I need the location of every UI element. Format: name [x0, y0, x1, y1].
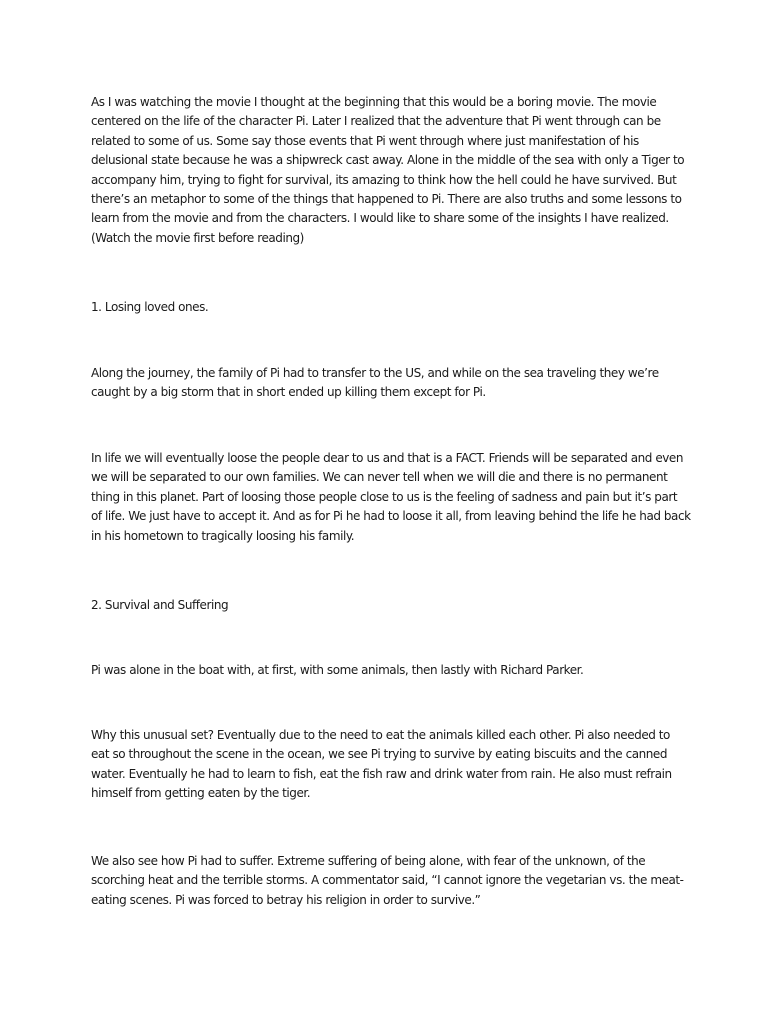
section-heading-losing-loved-ones: 1. Losing loved ones. [91, 300, 209, 314]
section-heading-survival-suffering: 2. Survival and Suffering [91, 598, 229, 612]
section2-paragraph-boat: Pi was alone in the boat with, at first, with some animals, then lastly with Richard Parker. [91, 663, 584, 677]
section1-paragraph-life: In life we will eventually loose the people dear to us and that is a FACT. Friends will be separated and even we will be separated to our own families. We can never tell when we will die and there is no permanent thing in this planet. Part of loosing those people close to us is the feeling of sadness and pain but it’s part of life. We just have to accept it. And as for Pi he had to loose it all, from leaving behind the life he had back in his hometown to tragically loosing his family. [91, 451, 691, 543]
section1-paragraph-journey: Along the journey, the family of Pi had to transfer to the US, and while on the sea traveling they we’re caught by a big storm that in short ended up killing them except for Pi. [91, 366, 659, 400]
section2-paragraph-suffer: We also see how Pi had to suffer. Extreme suffering of being alone, with fear of the unknown, of the scorching heat and the terrible storms. A commentator said, “I cannot ignore the vegetarian vs. the meat-eating scenes. Pi was forced to betray his religion in order to survive.” [91, 854, 684, 907]
intro-paragraph: As I was watching the movie I thought at the beginning that this would be a boring movie. The movie centered on the life of the character Pi. Later I realized that the adventure that Pi went through can be related to some of us. Some say those events that Pi went through where just manifestation of his delusional state because he was a shipwreck cast away. Alone in the middle of the sea with only a Tiger to accompany him, trying to fight for survival, its amazing to think how the hell could he have survived. But there’s an metaphor to some of the things that happened to Pi. There are also truths and some lessons to learn from the movie and from the characters. I would like to share some of the insights I have realized. (Watch the movie first before reading) [91, 95, 685, 245]
section2-paragraph-unusual-set: Why this unusual set? Eventually due to the need to eat the animals killed each other. Pi also needed to eat so throughout the scene in the ocean, we see Pi trying to survive by eating biscuits and the canned water. Eventually he had to learn to fish, eat the fish raw and drink water from rain. He also must refrain himself from getting eaten by the tiger. [91, 728, 672, 801]
